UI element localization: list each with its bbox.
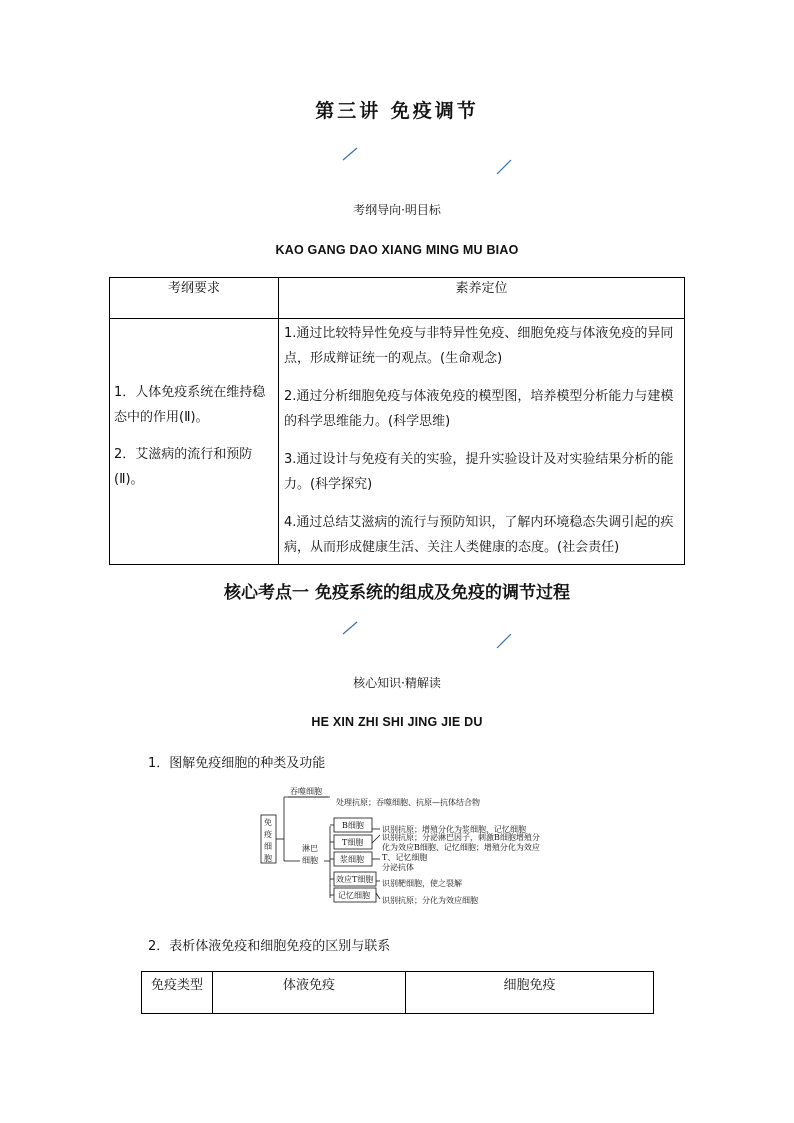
literacy-item: 2.通过分析细胞免疫与体液免疫的模型图，培养模型分析能力与建模的科学思维能力。(科学思维) (284, 389, 674, 429)
point-2: 2．表析体液免疫和细胞免疫的区别与联系 (148, 939, 391, 954)
point-1: 1．图解免疫细胞的种类及功能 (148, 756, 326, 771)
requirement-item: 1．人体免疫系统在维持稳态中的作用(Ⅱ)。 (114, 384, 266, 425)
diagram-b-cell: B细胞 (342, 821, 364, 830)
diagram-root-label (264, 817, 272, 863)
literacy-item: 3.通过设计与免疫有关的实验，提升实验设计及对实验结果分析的能力。(科学探究) (284, 452, 674, 492)
section-sub-cn: 核心知识·精解读 (353, 676, 441, 690)
diagram-plasma-cell: 浆细胞 (340, 855, 364, 864)
title-divider (145, 146, 711, 178)
diagram-t-fn-3: T、记忆细胞 (382, 853, 428, 862)
immune-cell-diagram (250, 785, 560, 915)
diagram-root-char: 疫 (264, 830, 272, 839)
col-header-requirements: 考纲要求 (110, 278, 279, 319)
compare-header-humoral: 体液免疫 (213, 972, 406, 1014)
section-divider (145, 620, 711, 652)
compare-header-type: 免疫类型 (142, 972, 213, 1014)
diagram-t-fn-2: 化为效应B细胞、记忆细胞；增殖分化为效应 (382, 843, 540, 852)
diagram-root-char: 胞 (264, 854, 272, 863)
guide-cn: 考纲导向·明目标 (353, 203, 441, 217)
diagram-t-cell: T细胞 (342, 838, 364, 847)
requirement-item: 2．艾滋病的流行和预防(Ⅱ)。 (114, 446, 253, 487)
diagram-memory-cell: 记忆细胞 (338, 891, 370, 900)
diagram-phagocyte-fn: 处理抗原；吞噬细胞、抗原—抗体结合物 (336, 798, 480, 807)
diagram-lymphocyte-1: 淋巴 (302, 844, 318, 853)
objectives-table (109, 277, 685, 565)
diagram-phagocyte: 吞噬细胞 (290, 787, 322, 796)
diagram-plasma-fn: 分泌抗体 (382, 863, 414, 872)
compare-table (141, 971, 654, 1014)
diagram-effector-fn: 识别靶细胞，使之裂解 (382, 879, 462, 888)
literacy-item: 1.通过比较特异性免疫与非特异性免疫、细胞免疫与体液免疫的异同点，形成辩证统一的观点。(生命观念) (284, 326, 674, 366)
diagram-root-char: 细 (264, 842, 272, 851)
col-header-literacy: 素养定位 (279, 278, 685, 319)
section-sub-en: HE XIN ZHI SHI JING JIE DU (311, 715, 483, 729)
diagram-t-fn-1: 识别抗原；分泌淋巴因子，刺激B细胞增殖分 (382, 833, 540, 842)
requirements-cell (110, 319, 279, 565)
diagram-b-fn: 识别抗原；增殖分化为浆细胞、记忆细胞 (382, 825, 526, 834)
lecture-title: 第三讲 免疫调节 (315, 100, 479, 122)
diagram-effector-t: 效应T细胞 (336, 875, 374, 884)
literacy-cell (279, 319, 685, 565)
diagram-memory-fn: 识别抗原；分化为效应细胞 (382, 896, 478, 905)
diagram-root: 免 (264, 818, 272, 827)
literacy-item: 4.通过总结艾滋病的流行与预防知识，了解内环境稳态失调引起的疾病，从而形成健康生活、关注人类健康的态度。(社会责任) (284, 515, 674, 555)
diagram-lymphocyte-2: 细胞 (302, 856, 318, 865)
section-title: 核心考点一 免疫系统的组成及免疫的调节过程 (224, 583, 570, 603)
compare-header-cellular: 细胞免疫 (406, 972, 654, 1014)
guide-en: KAO GANG DAO XIANG MING MU BIAO (275, 243, 519, 257)
